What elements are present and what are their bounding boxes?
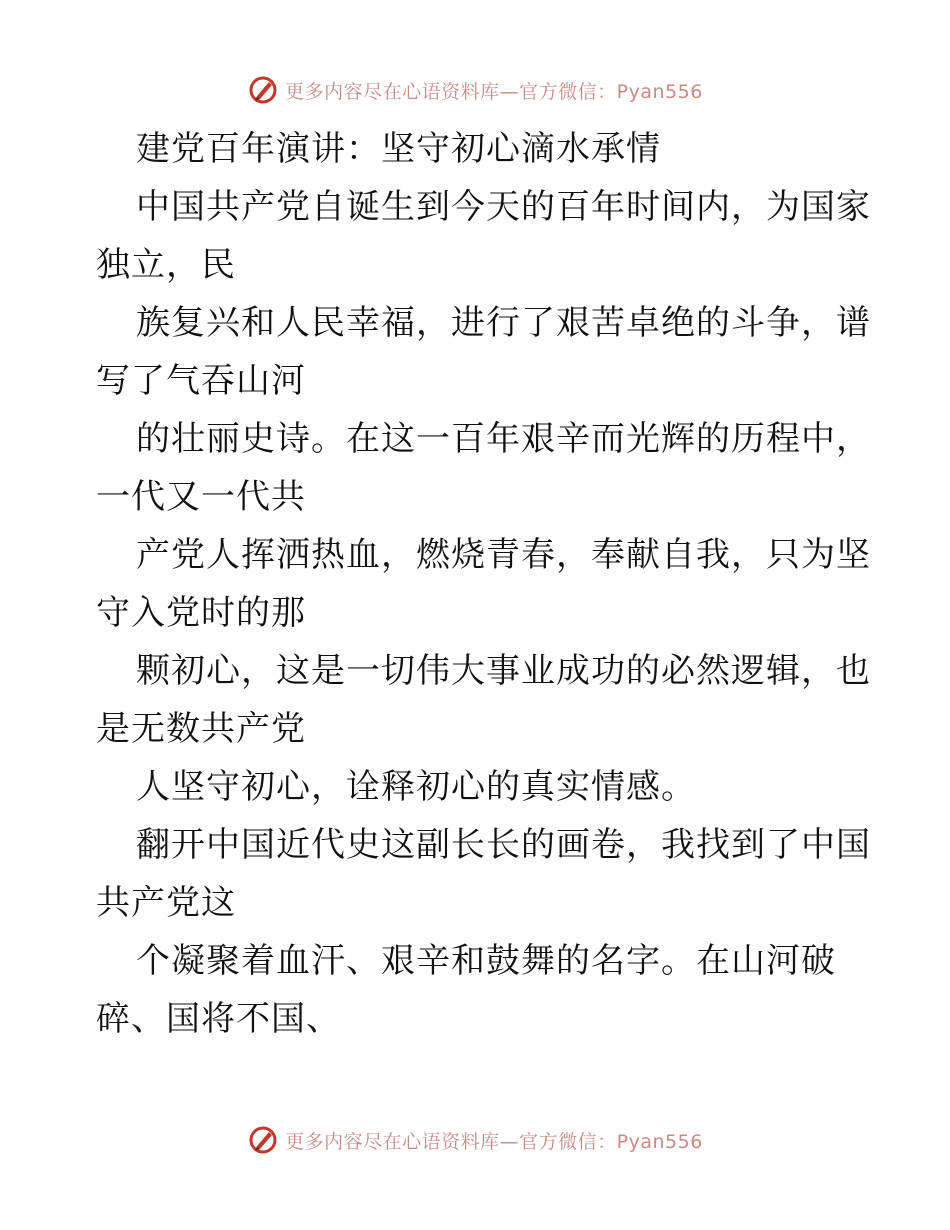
pen-logo-icon	[247, 1124, 279, 1156]
text-line: 翻开中国近代史这副长长的画卷，我找到了中国	[136, 825, 871, 865]
pen-logo-icon	[247, 74, 279, 106]
text-line: 人坚守初心，诠释初心的真实情感。	[136, 767, 696, 807]
text-line: 的壮丽史诗。在这一百年艰辛而光辉的历程中，	[136, 419, 871, 459]
text-line: 个凝聚着血汗、艰辛和鼓舞的名字。在山河破	[136, 941, 836, 981]
text-line: 守入党时的那	[96, 593, 306, 633]
text-line: 产党人挥洒热血，燃烧青春，奉献自我，只为坚	[136, 535, 871, 575]
footer-banner	[0, 1120, 950, 1160]
header-banner-text: 更多内容尽在心语资料库—官方微信：Pyan556	[285, 80, 703, 103]
text-line: 中国共产党自诞生到今天的百年时间内，为国家	[136, 187, 871, 227]
text-line: 族复兴和人民幸福，进行了艰苦卓绝的斗争，谱	[136, 303, 871, 343]
document-body	[96, 120, 871, 1048]
document-title: 建党百年演讲：坚守初心滴水承情	[136, 129, 661, 169]
text-line: 共产党这	[96, 883, 236, 923]
header-banner	[0, 70, 950, 110]
text-line: 独立，民	[96, 245, 236, 285]
footer-banner-text: 更多内容尽在心语资料库—官方微信：Pyan556	[285, 1130, 703, 1153]
text-line: 颗初心，这是一切伟大事业成功的必然逻辑，也	[136, 651, 871, 691]
text-line: 一代又一代共	[96, 477, 306, 517]
text-line: 写了气吞山河	[96, 361, 306, 401]
text-line: 碎、国将不国、	[96, 999, 341, 1039]
text-line: 是无数共产党	[96, 709, 306, 749]
